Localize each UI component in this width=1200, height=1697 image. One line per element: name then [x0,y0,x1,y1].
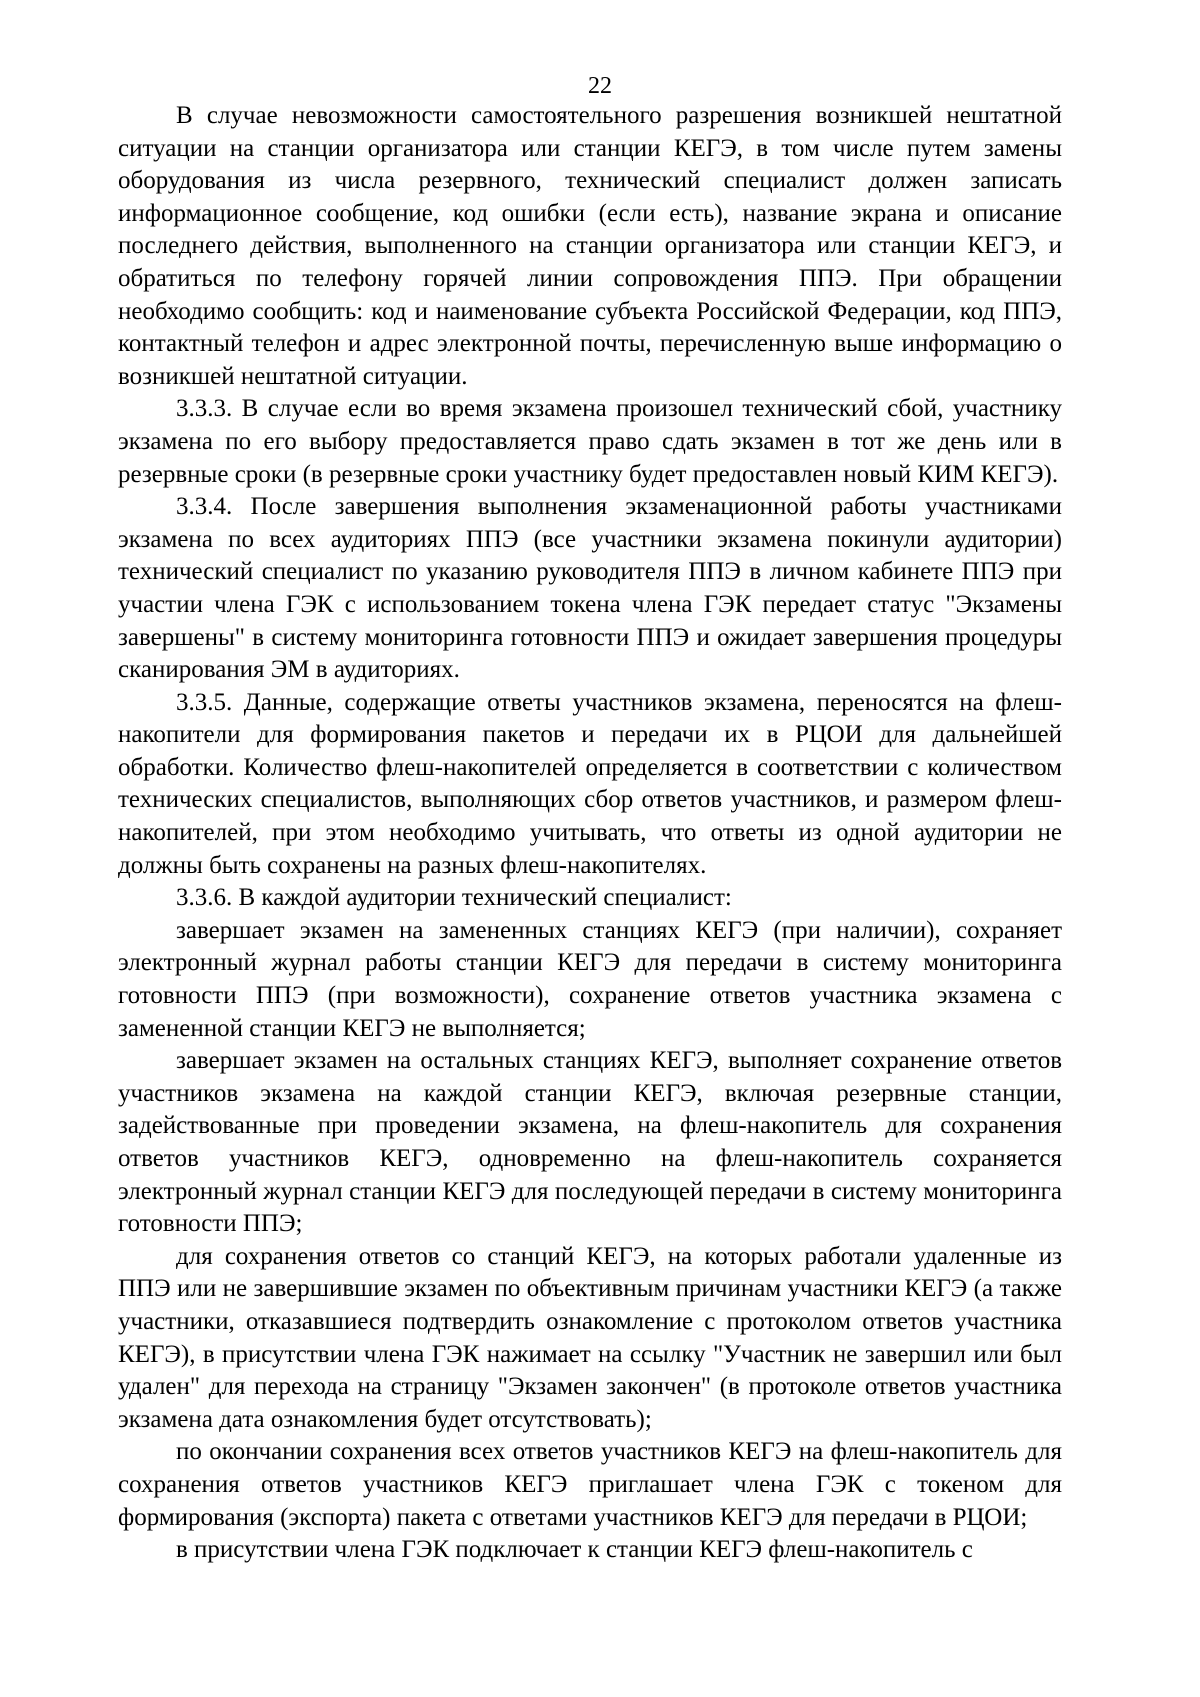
page-number: 22 [588,73,612,99]
paragraph-hotline-contact: В случае невозможности самостоятельного разрешения возникшей нештатной ситуации на станции организатора или станции КЕГЭ, в том числе путем замены оборудования из числа резервного, технический специалист должен записать информационное сообщение, код ошибки (если есть), название экрана и описание последнего действия, выполненного на станции организатора или станции КЕГЭ, и обратиться по телефону горячей линии сопровождения ППЭ. При обращении необходимо сообщить: код и наименование субъекта Российской Федерации, код ППЭ, контактный телефон и адрес электронной почты, перечисленную выше информацию о возникшей нештатной ситуации. [118,102,1062,390]
paragraph-3-3-3: 3.3.3. В случае если во время экзамена произошел технический сбой, участнику экзамена по его выбору предоставляется право сдать экзамен в тот же день или в резервные сроки (в резервные сроки участнику будет предоставлен новый КИМ КЕГЭ). [118,395,1062,488]
list-item-connect-flash-drive: в присутствии члена ГЭК подключает к станции КЕГЭ флеш-накопитель с [176,1536,973,1564]
paragraph-3-3-4: 3.3.4. После завершения выполнения экзаменационной работы участниками экзамена по всех аудиториях ППЭ (все участники экзамена покинули аудитории) технический специалист по указанию руководителя ППЭ в личном кабинете ППЭ при участии члена ГЭК с использованием токена члена ГЭК передает статус "Экзамены завершены" в систему мониторинга готовности ППЭ и ожидает завершения процедуры сканирования ЭМ в аудиториях. [118,493,1062,684]
list-item-remaining-stations: завершает экзамен на остальных станциях КЕГЭ, выполняет сохранение ответов участников экзамена на каждой станции КЕГЭ, включая резервные станции, задействованные при проведении экзамена, на флеш-накопитель для сохранения ответов участников КЕГЭ, одновременно на флеш-накопитель сохраняется электронный журнал станции КЕГЭ для последующей передачи в систему мониторинга готовности ППЭ; [118,1047,1062,1238]
list-item-replaced-stations: завершает экзамен на замененных станциях КЕГЭ (при наличии), сохраняет электронный журнал работы станции КЕГЭ для передачи в систему мониторинга готовности ППЭ (при возможности), сохранение ответов участника экзамена с замененной станции КЕГЭ не выполняется; [118,916,1062,1042]
document-body [118,100,1062,1567]
paragraph-3-3-6: 3.3.6. В каждой аудитории технический специалист: [176,884,732,912]
list-item-removed-participants: для сохранения ответов со станций КЕГЭ, на которых работали удаленные из ППЭ или не завершившие экзамен по объективным причинам участники КЕГЭ (а также участники, отказавшиеся подтвердить ознакомление с протоколом ответов участника КЕГЭ), в присутствии члена ГЭК нажимает на ссылку "Участник не завершил или был удален" для перехода на страницу "Экзамен закончен" (в протоколе ответов участника экзамена дата ознакомления будет отсутствовать); [118,1242,1062,1433]
paragraph-3-3-5: 3.3.5. Данные, содержащие ответы участников экзамена, переносятся на флеш-накопители для формирования пакетов и передачи их в РЦОИ для дальнейшей обработки. Количество флеш-накопителей определяется в соответствии с количеством технических специалистов, выполняющих сбор ответов участников, и размером флеш-накопителей, при этом необходимо учитывать, что ответы из одной аудитории не должны быть сохранены на разных флеш-накопителях. [118,688,1062,879]
list-item-invite-gek-member: по окончании сохранения всех ответов участников КЕГЭ на флеш-накопитель для сохранения ответов участников КЕГЭ приглашает члена ГЭК с токеном для формирования (экспорта) пакета с ответами участников КЕГЭ для передачи в РЦОИ; [118,1438,1062,1531]
